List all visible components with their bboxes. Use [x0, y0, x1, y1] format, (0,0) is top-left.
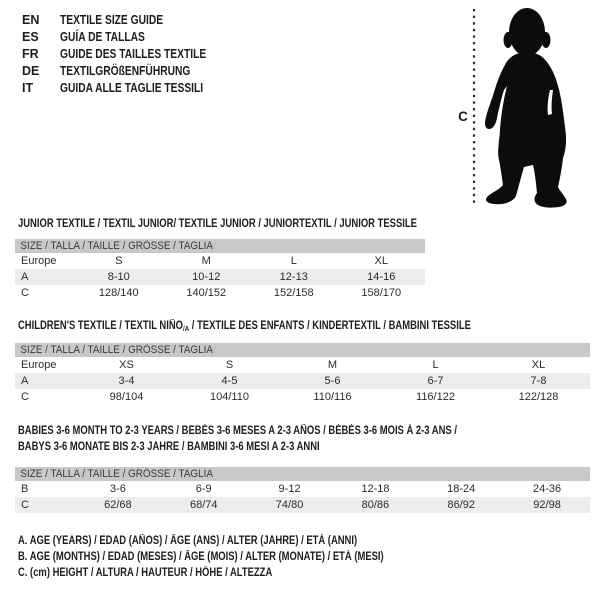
- table-cell: 68/74: [189, 499, 218, 511]
- row-label: B: [21, 483, 29, 495]
- lang-code: FR: [22, 46, 39, 61]
- table-cell: 116/122: [416, 391, 455, 403]
- table-cell: 80/86: [361, 499, 390, 511]
- lang-code: EN: [22, 12, 40, 27]
- legend: [18, 533, 464, 581]
- table-cell: 18-24: [447, 483, 476, 495]
- legend-c-text: C. (cm) HEIGHT / ALTURA / HAUTEUR / HÖHE / ALTEZZA: [18, 567, 273, 579]
- column-header-xs: XS: [119, 359, 134, 371]
- lang-row-de: [22, 62, 238, 79]
- children-columns-row: [15, 357, 590, 373]
- legend-row-a: [18, 533, 464, 549]
- table-cell: 158/170: [361, 287, 402, 299]
- junior-section-title: [18, 216, 504, 232]
- lang-code: DE: [22, 63, 40, 78]
- size-header-label: SIZE / TALLA / TAILLE / GRÖSSE / TAGLIA: [20, 468, 213, 480]
- table-cell: 74/80: [275, 499, 304, 511]
- table-cell: 122/128: [518, 391, 559, 403]
- table-cell: 14-16: [367, 271, 396, 283]
- children-section-title: [18, 318, 570, 337]
- children-size-header-bar: [15, 343, 590, 357]
- table-cell: 104/110: [210, 391, 249, 403]
- lang-code: ES: [22, 29, 39, 44]
- column-header-europe: Europe: [21, 255, 57, 267]
- column-header-s: S: [225, 359, 234, 371]
- lang-label: GUÍA DE TALLAS: [60, 29, 145, 44]
- table-cell: 12-18: [361, 483, 390, 495]
- children-title-subscript: /A: [183, 324, 190, 333]
- table-cell: 24-36: [532, 483, 562, 495]
- table-cell: 3-6: [109, 483, 126, 495]
- table-cell: 5-6: [324, 375, 341, 387]
- column-header-s: S: [115, 255, 123, 267]
- babies-row-height: [15, 497, 590, 513]
- baby-silhouette: [485, 8, 567, 208]
- table-cell: 128/140: [98, 287, 139, 299]
- junior-row-height: [15, 285, 425, 301]
- table-cell: 152/158: [273, 287, 314, 299]
- lang-code: IT: [22, 80, 34, 95]
- children-title-text: [18, 318, 471, 337]
- table-cell: 140/152: [186, 287, 227, 299]
- lang-row-fr: [22, 45, 238, 62]
- column-header-l: L: [432, 359, 439, 371]
- lang-row-en: [22, 11, 238, 28]
- column-header-m: M: [201, 255, 211, 267]
- size-header-label: SIZE / TALLA / TAILLE / GRÖSSE / TAGLIA: [20, 344, 213, 356]
- language-header: [22, 11, 238, 96]
- column-header-xl: XL: [531, 359, 546, 371]
- junior-title-text: JUNIOR TEXTILE / TEXTIL JUNIOR/ TEXTILE JUNIOR / JUNIORTEXTIL / JUNIOR TESSILE: [18, 218, 417, 230]
- table-cell: 62/68: [104, 499, 132, 511]
- babies-row-age-months: [15, 481, 590, 497]
- table-cell: 110/116: [313, 391, 352, 403]
- babies-title-line1: BABIES 3-6 MONTH TO 2-3 YEARS / BEBÉS 3-6 MESES A 2-3 AÑOS / BÉBÉS 3-6 MOIS À 2-3 ANS /: [18, 425, 457, 437]
- babies-section-title: [18, 423, 553, 455]
- legend-b-text: B. AGE (MONTHS) / EDAD (MESES) / ÂGE (MOIS) / ALTER (MONATE) / ETÀ (MESI): [18, 551, 384, 563]
- junior-size-header-bar: [15, 239, 425, 253]
- children-row-age: [15, 373, 590, 389]
- babies-size-header-bar: [15, 467, 590, 481]
- table-cell: 7-8: [530, 375, 547, 387]
- children-title-before: CHILDREN'S TEXTILE / TEXTIL NIÑO: [18, 320, 184, 332]
- lang-label: TEXTILE SIZE GUIDE: [60, 12, 164, 27]
- children-size-table: [15, 343, 590, 405]
- babies-size-table: [15, 467, 590, 513]
- lang-label: GUIDE DES TAILLES TEXTILE: [60, 46, 207, 61]
- row-label: C: [21, 391, 29, 403]
- junior-size-table: [15, 239, 425, 301]
- lang-row-es: [22, 28, 238, 45]
- column-header-europe: Europe: [21, 359, 57, 371]
- lang-label: TEXTILGRÖßENFÜHRUNG: [60, 63, 191, 78]
- babies-title-line2: BABYS 3-6 MONATE BIS 2-3 JAHRE / BAMBINI 3-6 MESI A 2-3 ANNI: [18, 441, 320, 453]
- table-cell: 6-9: [195, 483, 212, 495]
- row-label: A: [21, 375, 29, 387]
- table-cell: 3-4: [118, 375, 135, 387]
- lang-row-it: [22, 79, 238, 96]
- table-cell: 4-5: [221, 375, 238, 387]
- column-header-xl: XL: [374, 255, 388, 267]
- baby-height-figure: [450, 0, 600, 212]
- table-cell: 10-12: [192, 271, 221, 283]
- baby-silhouette-graphic: [450, 0, 600, 212]
- table-cell: 92/98: [533, 499, 561, 511]
- row-label: C: [21, 287, 29, 299]
- children-title-after: / TEXTILE DES ENFANTS / KINDERTEXTIL / BAMBINI TESSILE: [189, 320, 471, 332]
- junior-columns-row: [15, 253, 425, 269]
- children-row-height: [15, 389, 590, 405]
- legend-row-c: [18, 565, 464, 581]
- size-header-label: SIZE / TALLA / TAILLE / GRÖSSE / TAGLIA: [20, 240, 213, 252]
- row-label: C: [21, 499, 29, 511]
- table-cell: 6-7: [427, 375, 444, 387]
- table-cell: 8-10: [107, 271, 130, 283]
- legend-row-b: [18, 549, 464, 565]
- column-header-l: L: [290, 255, 297, 267]
- height-measure-label: C: [458, 109, 468, 124]
- table-cell: 98/104: [109, 391, 144, 403]
- junior-row-age: [15, 269, 425, 285]
- table-cell: 12-13: [279, 271, 308, 283]
- legend-a-text: A. AGE (YEARS) / EDAD (AÑOS) / ÂGE (ANS) / ALTER (JAHRE) / ETÀ (ANNI): [18, 535, 358, 547]
- table-cell: 86/92: [447, 499, 475, 511]
- table-cell: 9-12: [278, 483, 301, 495]
- column-header-m: M: [327, 359, 338, 371]
- row-label: A: [21, 271, 29, 283]
- lang-label: GUIDA ALLE TAGLIE TESSILI: [60, 80, 204, 95]
